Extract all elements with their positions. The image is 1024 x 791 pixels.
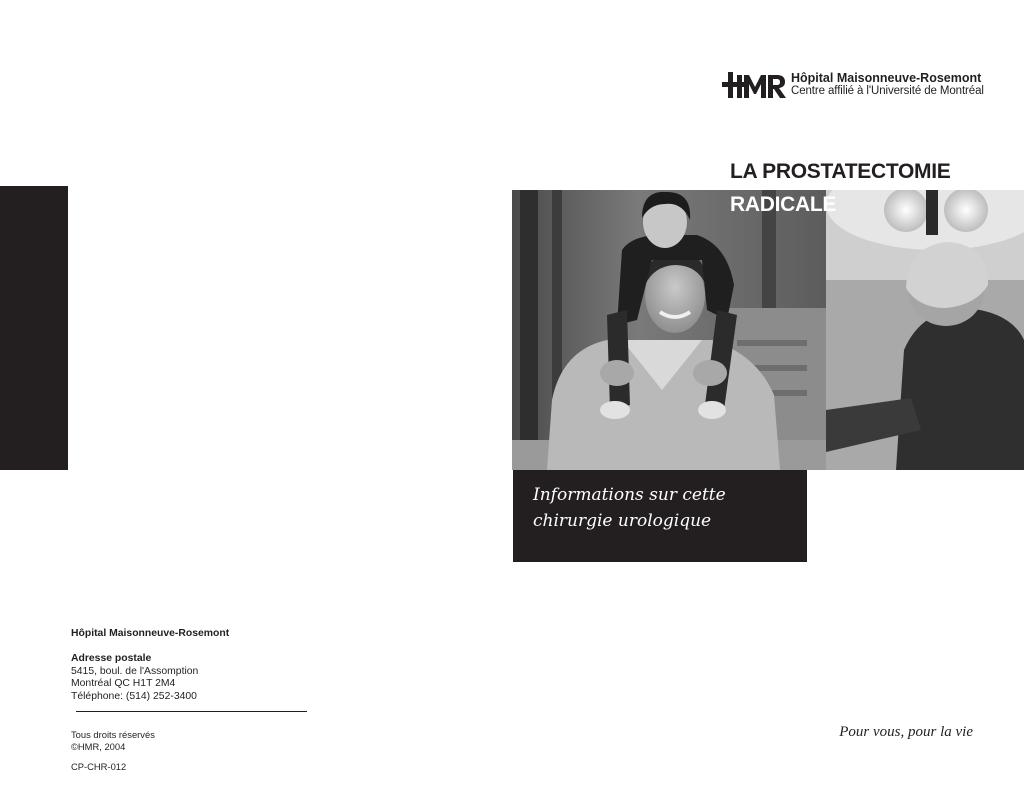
copyright-text: ©HMR, 2004 bbox=[71, 741, 126, 752]
document-code: CP-CHR-012 bbox=[71, 761, 127, 772]
address-phone: Téléphone: (514) 252-3400 bbox=[71, 690, 197, 702]
divider bbox=[76, 711, 307, 712]
title-line-2: RADICALE bbox=[730, 193, 837, 216]
slogan: Pour vous, pour la vie bbox=[839, 724, 973, 740]
subtitle-text: Informations sur cette chirurgie urologique bbox=[533, 485, 726, 531]
photo-surgeon bbox=[826, 190, 1024, 470]
rights-text: Tous droits réservés bbox=[71, 729, 155, 740]
address-street: 5415, boul. de l'Assomption bbox=[71, 665, 199, 677]
left-decorative-bar bbox=[0, 186, 68, 470]
photo-father-and-child bbox=[512, 190, 826, 470]
logo-hospital-name: Hôpital Maisonneuve-Rosemont bbox=[791, 71, 982, 85]
hmr-logo-mark-icon bbox=[722, 72, 786, 98]
legal-notice bbox=[71, 729, 155, 753]
title-line-1: LA PROSTATECTOMIE bbox=[730, 160, 951, 183]
address-city: Montréal QC H1T 2M4 bbox=[71, 678, 176, 690]
address-heading: Adresse postale bbox=[71, 653, 152, 665]
address-institution: Hôpital Maisonneuve-Rosemont bbox=[71, 628, 230, 639]
logo-affiliation: Centre affilié à l'Université de Montréal bbox=[791, 85, 984, 97]
hospital-logo bbox=[722, 70, 982, 102]
address-block bbox=[71, 628, 229, 704]
subtitle-box bbox=[513, 470, 807, 562]
